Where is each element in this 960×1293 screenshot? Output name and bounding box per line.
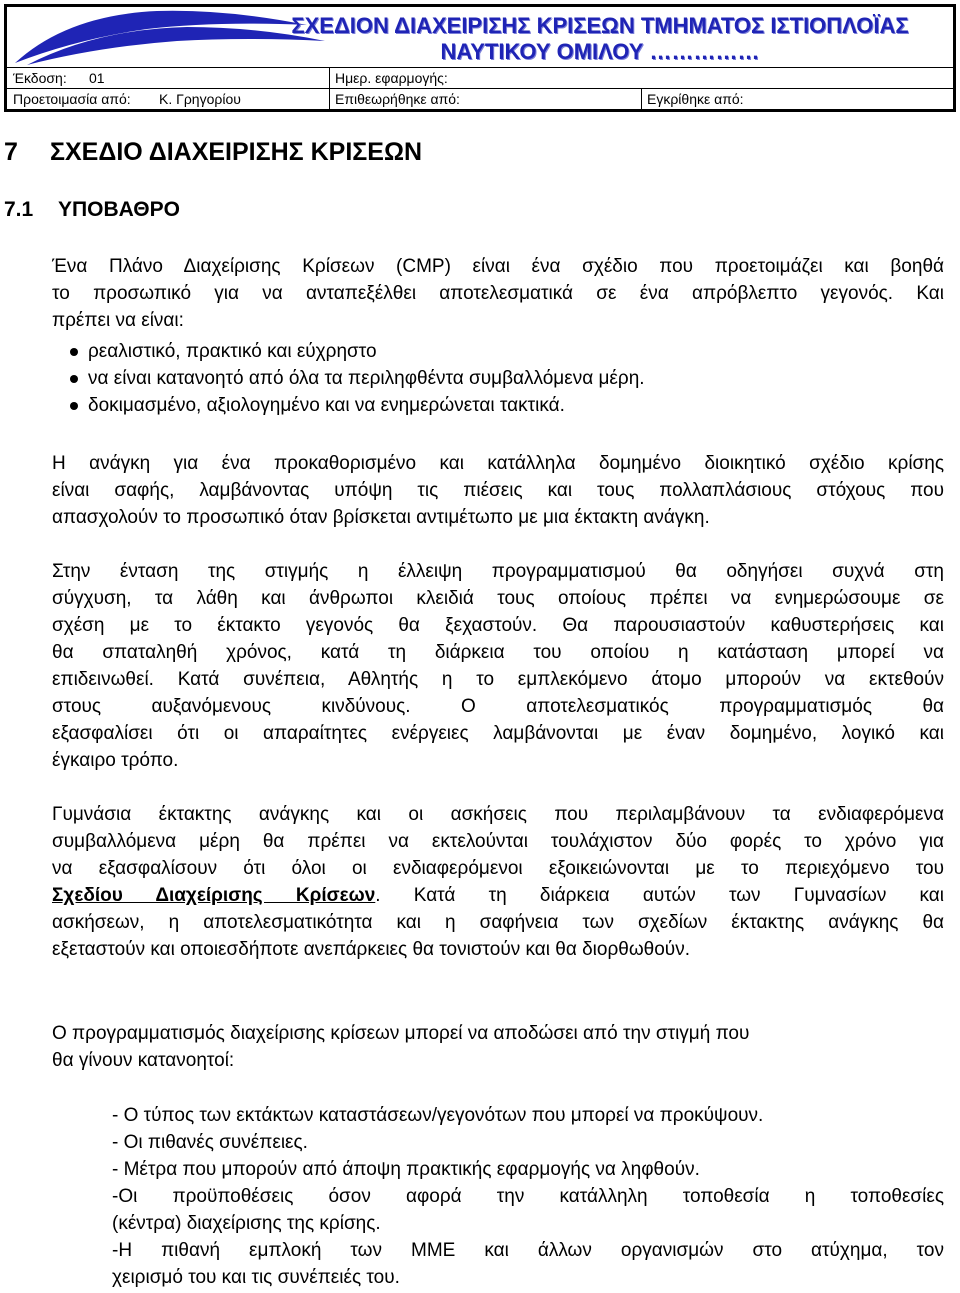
prepared-by-label: Προετοιμασία από: [13,91,131,107]
paragraph-line [52,882,944,909]
header-title [247,13,953,65]
header-divider [329,68,330,88]
paragraph-line: απασχολούν το προσωπικό όταν βρίσκεται αντιμέτωπο με μια έκτακτη ανάγκη. [52,507,710,528]
paragraph-line: Γυμνάσια έκτακτης ανάγκης και οι ασκήσεις που περιλαμβάνουν τα ενδιαφερόμενα [52,804,944,825]
list-item: δοκιμασμένο, αξιολογημένο και να ενημερώνεται τακτικά. [70,392,645,419]
header-edition-row [7,68,953,89]
reviewed-by-label: Επιθεωρήθηκε από: [335,91,460,107]
list-item-continuation: (κέντρα) διαχείρισης της κρίσης. [112,1213,381,1234]
document-header [4,4,956,112]
edition-value: 01 [89,70,105,86]
paragraph-line: επιδεινωθεί. Κατά συνέπεια, Αθλητής η το εμπλεκόμενο άτομο μπορούν να εκτεθούν [52,669,944,690]
header-divider [329,89,330,109]
list-item: - Ο τύπος των εκτάκτων καταστάσεων/γεγονότων που μπορεί να προκύψουν. [112,1105,764,1126]
header-title-line2: ΝΑΥΤΙΚΟΥ ΟΜΙΛΟΥ …………… [440,39,760,64]
paragraph-line: στους αυξανόμενους κινδύνους. Ο αποτελεσματικός προγραμματισμός θα [52,696,944,717]
section-title: ΣΧΕΔΙΟ ΔΙΑΧΕΙΡΙΣΗΣ ΚΡΙΣΕΩΝ [50,138,423,166]
paragraph-line: έγκαιρο τρόπο. [52,750,179,771]
paragraph-line: θα γίνουν κατανοητοί: [52,1050,235,1071]
need-paragraph [52,450,944,531]
paragraph-line: εξασφαλίσει ότι οι απαραίτητες ενέργειες λαμβάνονται με έναν δομημένο, λογικό και [52,723,944,744]
requirements-list [70,338,645,419]
paragraph-line: Ένα Πλάνο Διαχείρισης Κρίσεων (CMP) είναι ένα σχέδιο που προετοιμάζει και βοηθά [52,256,944,277]
paragraph-line: Στην ένταση της στιγμής η έλλειψη προγραμματισμού θα οδηγήσει συχνά στη [52,561,944,582]
approved-by-label: Εγκρίθηκε από: [647,91,744,107]
list-item: ρεαλιστικό, πρακτικό και εύχρηστο [70,338,645,365]
section-heading [4,138,422,167]
paragraph-line: να εξασφαλίσουν ότι όλοι οι ενδιαφερόμενοι εξοικειώνονται με το περιεχόμενο του [52,858,944,879]
application-date-label: Ημερ. εφαρμογής: [335,70,448,86]
list-item: - Μέτρα που μπορούν από άποψη πρακτικής εφαρμογής να ληφθούν. [112,1159,700,1180]
prepared-by-value: Κ. Γρηγορίου [159,91,241,107]
planning-paragraph [52,558,944,774]
crisis-plan-reference: Σχεδίου Διαχείρισης Κρίσεων [52,885,376,906]
list-item: -Η πιθανή εμπλοκή των ΜΜΕ και άλλων οργανισμών στο ατύχημα, τον [112,1240,944,1261]
list-item: να είναι κατανοητό από όλα τα περιληφθέντα συμβαλλόμενα μέρη. [70,365,645,392]
list-item: -Οι προϋποθέσεις όσον αφορά την κατάλληλη τοποθεσία η τοποθεσίες [112,1186,944,1207]
edition-label: Έκδοση: [13,70,67,86]
paragraph-line: πρέπει να είναι: [52,310,184,331]
paragraph-line: συμβαλλόμενα μέρη θα πρέπει να εκτελούνται τουλάχιστον δύο φορές το χρόνο για [52,831,944,852]
subsection-number: 7.1 [4,198,34,221]
exercises-paragraph [52,801,944,963]
header-title-line1: ΣΧΕΔΙΟΝ ΔΙΑΧΕΙΡΙΣΗΣ ΚΡΙΣΕΩΝ ΤΜΗΜΑΤΟΣ ΙΣΤΙΟΠΛΟΪΑΣ [291,13,909,38]
paragraph-line: Ο προγραμματισμός διαχείρισης κρίσεων μπορεί να αποδώσει από την στιγμή που [52,1023,750,1044]
subsection-heading [4,198,180,222]
header-approval-row [7,89,953,109]
list-item-continuation: χειρισμό του και τις συνέπειές του. [112,1267,400,1288]
paragraph-line: Η ανάγκη για ένα προκαθορισμένο και κατάλληλα δομημένο διοικητικό σχέδιο κρίσης [52,453,944,474]
section-number: 7 [4,138,18,166]
header-title-row [7,7,953,68]
paragraph-line: είναι σαφής, λαμβάνοντας υπόψη τις πιέσεις και τους πολλαπλάσιους στόχους που [52,480,944,501]
paragraph-text: . Κατά τη διάρκεια αυτών των Γυμνασίων και [375,885,944,906]
paragraph-line: εξεταστούν και οποιεσδήποτε ανεπάρκειες θα τονιστούν και θα διορθωθούν. [52,939,690,960]
paragraph-line: ασκήσεων, η αποτελεσματικότητα και η σαφήνεια των σχεδίων έκτακτης ανάγκης θα [52,912,944,933]
paragraph-line: το προσωπικό για να ανταπεξέλθει αποτελεσματικά σε ένα απρόβλεπτο γεγονός. Και [52,283,944,304]
intro-paragraph [52,253,944,334]
understanding-paragraph [52,1020,944,1074]
conditions-list [112,1102,944,1291]
paragraph-line: σύγχυση, τα λάθη και άνθρωποι κλειδιά τους οποίους πρέπει να ενημερώσουμε σε [52,588,944,609]
header-divider [641,89,642,109]
list-item: - Οι πιθανές συνέπειες. [112,1132,308,1153]
paragraph-line: σχέση με το έκτακτο γεγονός θα ξεχαστούν. Θα παρουσιαστούν καθυστερήσεις και [52,615,944,636]
paragraph-line: θα σπαταληθή χρόνος, κατά τη διάρκεια του οποίου η κατάσταση μπορεί να [52,642,944,663]
subsection-title: ΥΠΟΒΑΘΡΟ [58,198,180,221]
